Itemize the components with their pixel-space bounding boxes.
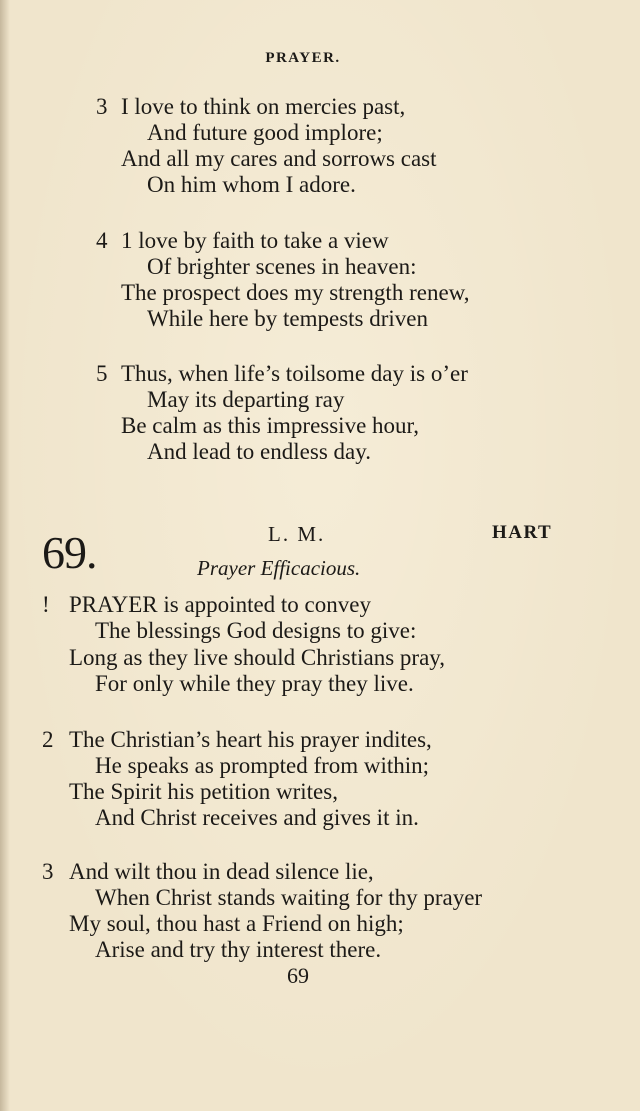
verse-line: And all my cares and sorrows cast [121,146,437,171]
verse-line: The prospect does my strength renew, [121,280,470,305]
verse-line: Thus, when life’s toilsome day is o’er [121,361,468,386]
verse-line: And wilt thou in dead silence lie, [69,859,374,884]
verse-line: And Christ receives and gives it in. [95,805,419,830]
verse-line: For only while they pray they live. [95,671,414,696]
hymn-meter: L. M. [268,522,326,546]
verse-line: The Christian’s heart his prayer indites, [69,727,432,752]
verse-line: PRAYER is appointed to convey [69,592,371,617]
stanza-number: 3 [42,859,54,884]
page-number: 69 [287,963,309,988]
verse-line: My soul, thou hast a Friend on high; [69,911,404,936]
verse-line: May its departing ray [147,387,345,412]
stanza-number: 3 [96,94,108,119]
verse-line: Of brighter scenes in heaven: [147,254,417,279]
verse-line: While here by tempests driven [147,306,429,331]
page-edge-shadow [0,0,10,1111]
verse-line: Long as they live should Christians pray, [69,645,446,670]
hymn-title: Prayer Efficacious. [197,556,361,580]
stanza-number: 5 [96,361,108,386]
verse-line: And future good implore; [147,120,383,145]
hymn-tune: HART [492,522,553,543]
running-header: PRAYER. [265,50,341,66]
verse-line: On him whom I adore. [147,172,356,197]
verse-line: 1 love by faith to take a view [121,228,389,253]
hymn-number: 69. [42,527,97,578]
verse-line: Be calm as this impressive hour, [121,413,420,438]
stanza-number: 4 [96,228,108,253]
verse-line: The Spirit his petition writes, [69,779,338,804]
verse-line: When Christ stands waiting for thy prayer [95,885,483,910]
verse-line: I love to think on mercies past, [121,94,406,119]
verse-line: He speaks as prompted from within; [95,753,430,778]
stanza-number: ! [42,592,50,617]
verse-line: The blessings God designs to give: [95,618,417,643]
stanza-number: 2 [42,727,54,752]
verse-line: Arise and try thy interest there. [95,937,382,962]
verse-line: And lead to endless day. [147,439,371,464]
